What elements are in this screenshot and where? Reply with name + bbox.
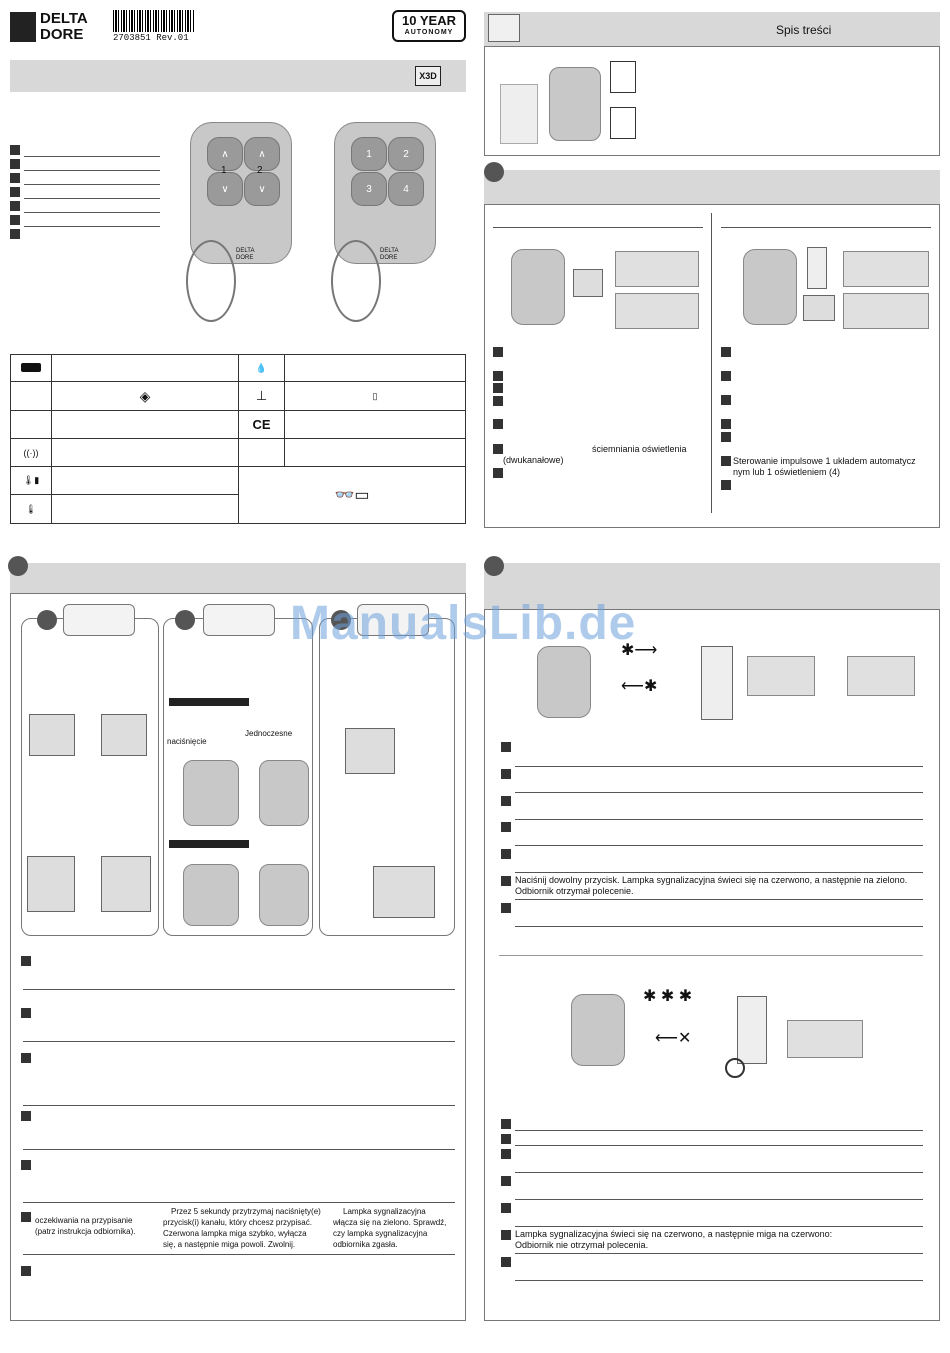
light-dimmer-icon bbox=[615, 293, 699, 329]
receiver-image bbox=[101, 714, 147, 756]
operation-bullet bbox=[484, 556, 504, 576]
gate-closed-icon bbox=[787, 1020, 863, 1058]
class-ii-icon: ◈ bbox=[139, 387, 151, 404]
shutter-icon bbox=[615, 251, 699, 287]
receiver-image bbox=[29, 714, 75, 756]
section-a-panel bbox=[484, 204, 940, 528]
fob-label-1: 1 bbox=[221, 165, 227, 176]
link-icon bbox=[63, 604, 135, 636]
pair-col2-line4: się, a następnie miga powoli. Zwolnij. bbox=[163, 1240, 296, 1249]
operation-fail-line1: Lampka sygnalizacyjna świeci się na czerwono, a następnie miga na czerwono: bbox=[515, 1229, 833, 1239]
autonomy-title: 10 YEAR bbox=[402, 13, 456, 28]
operation-panel bbox=[484, 609, 940, 1321]
receiver-image bbox=[27, 856, 75, 912]
watermark: ManualsLib.de bbox=[290, 597, 637, 650]
operation-fail-line2: Odbiornik nie otrzymał polecenia. bbox=[515, 1240, 649, 1250]
receiver-tall-image bbox=[701, 646, 733, 720]
down-arrow-icon: ∨ bbox=[207, 172, 243, 206]
hand-remote-image bbox=[537, 646, 591, 718]
up-arrow-icon: ∧ bbox=[244, 137, 280, 171]
hand-remote-image bbox=[183, 760, 239, 826]
x3d-badge: X3D bbox=[415, 66, 441, 86]
fob-brand: DELTA DORE bbox=[236, 248, 255, 261]
logo bbox=[10, 10, 96, 46]
section-a-band bbox=[484, 170, 940, 204]
receiver-image bbox=[345, 728, 395, 774]
barcode bbox=[113, 10, 195, 32]
autonomy-sub: AUTONOMY bbox=[404, 29, 454, 36]
thermometer-box-icon: 🌡▮ bbox=[22, 475, 40, 485]
box-icon bbox=[488, 14, 520, 42]
receiver-module-image bbox=[803, 295, 835, 321]
gate-icon bbox=[747, 656, 815, 696]
button-4: 4 bbox=[388, 172, 424, 206]
section-a-bullet bbox=[484, 162, 504, 182]
manual-image bbox=[610, 107, 636, 139]
remote-image bbox=[259, 864, 309, 926]
link-icon bbox=[203, 604, 275, 636]
remote-small-icon: ▯ bbox=[372, 390, 378, 401]
button-2: 2 bbox=[388, 137, 424, 171]
hand-remote-image bbox=[511, 249, 565, 325]
signal-blocked-icon: ⟵✕ bbox=[655, 1030, 692, 1047]
label-nacisniecie: naciśnięcie bbox=[167, 737, 207, 746]
thermometer-icon: 🌡 bbox=[25, 503, 37, 514]
light-icon bbox=[843, 293, 929, 329]
contents-panel bbox=[484, 46, 940, 156]
axes-icon: ⊥ bbox=[255, 388, 268, 403]
operation-ok-line2: Odbiornik otrzymał polecenie. bbox=[515, 886, 634, 896]
read-manual-icon: 👓▭ bbox=[334, 487, 370, 504]
section-a-text2: (dwukanałowe) bbox=[503, 455, 564, 465]
receiver-tall-image bbox=[737, 996, 767, 1064]
logo-line1: DELTA bbox=[40, 10, 88, 27]
hand-remote-image bbox=[571, 994, 625, 1066]
pairing-panel bbox=[10, 593, 466, 1321]
pair-col2-line1: Przez 5 sekundy przytrzymaj naciśnięty(e) bbox=[171, 1207, 321, 1216]
bag-image bbox=[500, 84, 538, 144]
impulse-text-2: nym lub 1 oświetleniem (4) bbox=[733, 467, 841, 477]
pair-col1-line2: (patrz instrukcja odbiornika). bbox=[35, 1227, 136, 1236]
ce-mark-icon: CE bbox=[252, 417, 271, 432]
operation-ok-line1: Naciśnij dowolny przycisk. Lampka sygnalizacyjna świeci się na czerwono, a następnie na zielono. bbox=[515, 875, 908, 885]
no-entry-icon bbox=[725, 1058, 745, 1078]
contents-band bbox=[484, 12, 940, 46]
drop-icon: 💧 bbox=[255, 362, 268, 373]
signal-arrow-icon: ✱⟶ bbox=[621, 642, 658, 659]
signal-arrow-icon: ⟵✱ bbox=[621, 678, 658, 695]
radio-waves-icon: ((·)) bbox=[23, 447, 39, 458]
label-jednoczesne: Jednoczesne bbox=[245, 729, 293, 738]
fob-label-2: 2 bbox=[257, 165, 263, 176]
pair-col2-line3: Czerwona lampka miga szybko, wyłącza bbox=[163, 1229, 307, 1238]
up-arrow-icon: ∧ bbox=[207, 137, 243, 171]
contents-title: Spis treści bbox=[776, 23, 832, 37]
title-band bbox=[10, 60, 466, 92]
remote-image bbox=[549, 67, 601, 141]
button-1: 1 bbox=[351, 137, 387, 171]
down-arrow-icon: ∨ bbox=[244, 172, 280, 206]
barcode-number: 2703851 Rev.01 bbox=[113, 33, 189, 43]
logo-mark bbox=[10, 12, 36, 42]
receiver-image bbox=[573, 269, 603, 297]
receiver-image bbox=[101, 856, 151, 912]
signal-stars-icon: ✱ ✱ ✱ bbox=[643, 988, 693, 1005]
logo-line2: DORE bbox=[40, 26, 84, 43]
gate-icon bbox=[847, 656, 915, 696]
battery-icon bbox=[21, 363, 41, 372]
pair-col3-line2: włącza się na zielono. Sprawdź, bbox=[333, 1218, 447, 1227]
pair-col1-line1: oczekiwania na przypisanie bbox=[35, 1216, 133, 1225]
receiver-tall-image bbox=[807, 247, 827, 289]
pair-col3-line1: Lampka sygnalizacyjna bbox=[343, 1207, 426, 1216]
button-3: 3 bbox=[351, 172, 387, 206]
section-a-text: ściemniania oświetlenia bbox=[592, 444, 687, 454]
autonomy-badge bbox=[392, 10, 466, 42]
fob-brand: DELTA DORE bbox=[380, 248, 399, 261]
manual-image bbox=[610, 61, 636, 93]
receiver-image bbox=[373, 866, 435, 918]
hand-remote-image bbox=[183, 864, 239, 926]
spec-table bbox=[10, 354, 466, 524]
pairing-band bbox=[10, 563, 466, 593]
remote-image bbox=[259, 760, 309, 826]
hand-remote-image bbox=[743, 249, 797, 325]
gate-icon bbox=[843, 251, 929, 287]
pair-col3-line3: czy lampka sygnalizacyjna bbox=[333, 1229, 428, 1238]
pairing-bullet bbox=[8, 556, 28, 576]
pair-col3-line4: odbiornika zgasła. bbox=[333, 1240, 398, 1249]
pair-col2-line2: przycisk(i) kanału, który chcesz przypisać. bbox=[163, 1218, 312, 1227]
impulse-text-1: Sterowanie impulsowe 1 układem automatycz bbox=[733, 456, 916, 466]
